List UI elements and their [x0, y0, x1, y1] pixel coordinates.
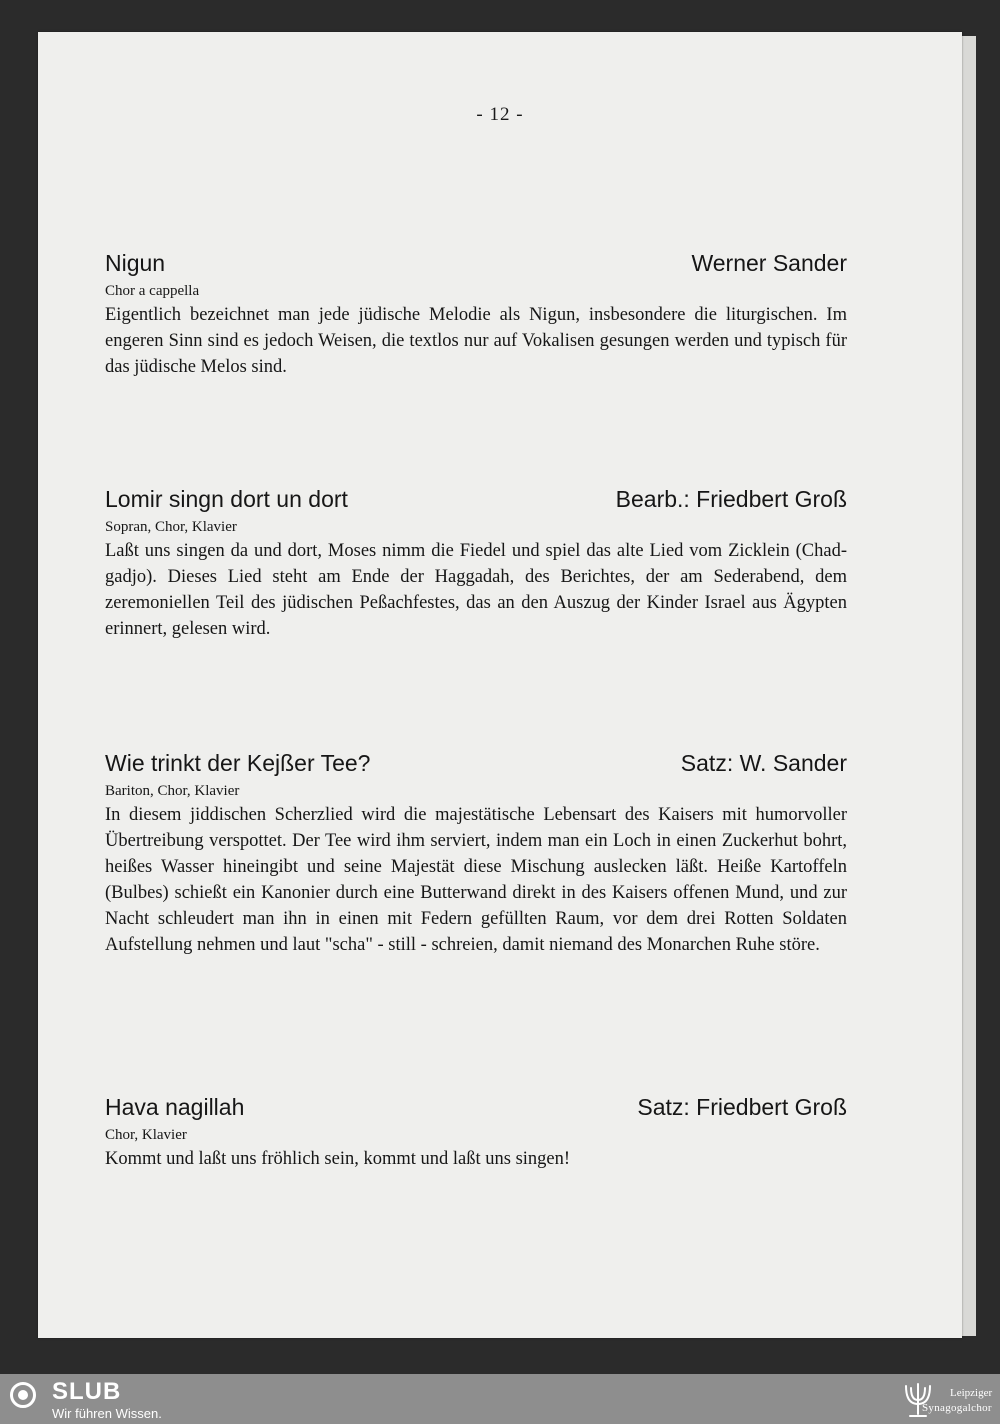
slub-logo-icon[interactable]	[10, 1382, 36, 1408]
song-title: Lomir singn dort un dort	[105, 486, 348, 512]
slub-tagline: Wir führen Wissen.	[52, 1406, 162, 1421]
song-title: Wie trinkt der Kejßer Tee?	[105, 750, 371, 776]
page-number: - 12 -	[476, 104, 524, 125]
footer-bar	[0, 1374, 1000, 1424]
program-item-nigun	[105, 250, 847, 380]
program-item-kejsser-tee	[105, 750, 847, 958]
page-edge	[962, 36, 976, 1336]
song-title: Hava nagillah	[105, 1094, 245, 1120]
title-row	[105, 1094, 847, 1124]
instrumentation: Chor, Klavier	[105, 1127, 187, 1143]
slub-brand[interactable]: SLUB	[52, 1378, 122, 1405]
program-item-lomir-singn	[105, 486, 847, 642]
song-title: Nigun	[105, 250, 166, 276]
partner-name-line1: Leipziger	[950, 1387, 993, 1399]
composer: Bearb.: Friedbert Groß	[615, 486, 847, 512]
instrumentation: Bariton, Chor, Klavier	[105, 783, 240, 799]
description: Laßt uns singen da und dort, Moses nimm die Fiedel und spiel das alte Lied vom Zicklein (Chad-gadjo). Dieses Lied steht am Ende der Haggadah, des Berichtes, der am Sederabend, dem zeremoniellen Teil des jüdischen Peßachfestes, das an den Auszug der Kinder Israel aus Ägypten erinnert, gelesen wird.	[105, 541, 847, 639]
composer: Satz: W. Sander	[680, 750, 847, 776]
partner-name-line2: Synagogalchor	[922, 1402, 992, 1414]
title-row	[105, 486, 847, 516]
document-page	[38, 32, 962, 1338]
composer: Werner Sander	[691, 250, 847, 276]
description: Kommt und laßt uns fröhlich sein, kommt und laßt uns singen!	[105, 1149, 571, 1169]
title-row	[105, 750, 847, 780]
description: Eigentlich bezeichnet man jede jüdische Melodie als Nigun, insbesondere die liturgischen. Im engeren Sinn sind es jedoch Weisen, die textlos nur auf Vokalisen gesungen werden und typisch für das jüdische Melos sind.	[105, 305, 847, 377]
instrumentation: Chor a cappella	[105, 283, 200, 299]
composer: Satz: Friedbert Groß	[637, 1094, 847, 1120]
instrumentation: Sopran, Chor, Klavier	[105, 519, 237, 535]
program-item-hava-nagillah	[105, 1094, 847, 1172]
title-row	[105, 250, 847, 280]
description: In diesem jiddischen Scherzlied wird die majestätische Lebensart des Kaisers mit humorvoller Übertreibung verspottet. Der Tee wird ihm serviert, indem man ein Loch in einen Zuckerhut bohrt, heißes Wasser hineingibt und seine Majestät diese Mischung auslecken läßt. Heiße Kartoffeln (Bulbes) schießt ein Kanonier durch eine Butterwand direkt in des Kaisers offenen Mund, und zur Nacht schleudert man ihn in einen mit Federn gefüllten Raum, vor dem drei Rotten Soldaten Aufstellung nehmen und laut "scha" - still - schreien, damit niemand des Monarchen Ruhe störe.	[105, 805, 847, 955]
